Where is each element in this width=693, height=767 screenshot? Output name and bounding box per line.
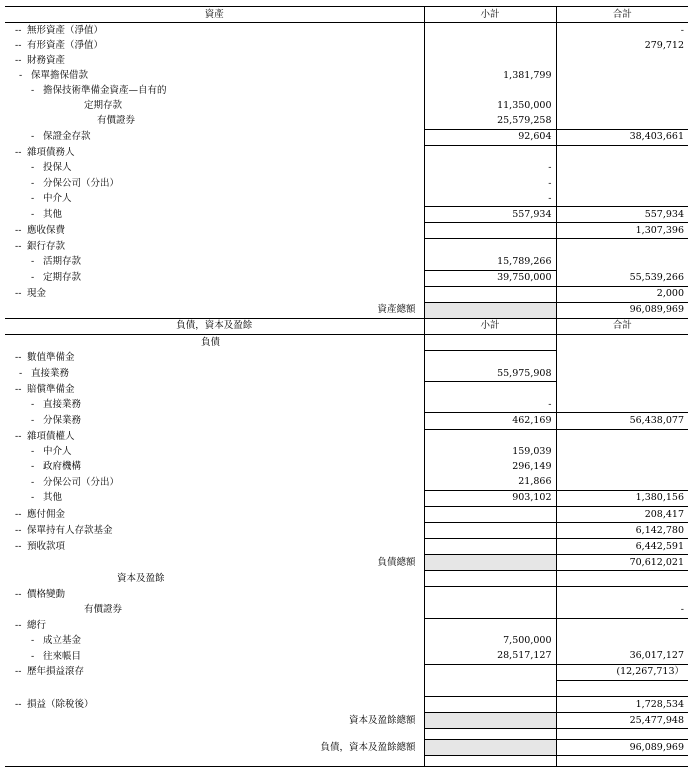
row-subtotal: 462,169 bbox=[424, 413, 556, 429]
row-label: 保證金存款 bbox=[43, 131, 91, 143]
assets-total-row bbox=[5, 302, 688, 318]
row-label-cell bbox=[5, 176, 424, 191]
row-dash: -- bbox=[15, 383, 22, 395]
table-row bbox=[5, 145, 688, 161]
row-total: 36,017,127 bbox=[629, 650, 684, 662]
subtotal-header: 小計 bbox=[424, 318, 556, 334]
row-total: 557,934 bbox=[556, 207, 688, 223]
row-total: 6,142,780 bbox=[556, 523, 688, 539]
row-label: 活期存款 bbox=[43, 256, 82, 268]
row-subtotal bbox=[424, 664, 556, 680]
liabilities-header-row bbox=[5, 318, 688, 334]
row-dash: - bbox=[31, 492, 35, 504]
bottom-subtotal bbox=[424, 756, 556, 767]
bottom-total bbox=[556, 756, 688, 767]
row-label: 分保公司（分出） bbox=[43, 476, 120, 488]
row-subtotal bbox=[424, 697, 556, 713]
row-label: 中介人 bbox=[43, 446, 72, 458]
row-dash: -- bbox=[15, 147, 22, 159]
row-total: 6,442,591 bbox=[556, 539, 688, 555]
total-header: 合計 bbox=[556, 7, 688, 23]
grand-total-row-subtotal bbox=[424, 740, 556, 756]
row-subtotal bbox=[424, 603, 556, 619]
row-total bbox=[556, 351, 688, 367]
row-dash: -- bbox=[15, 540, 22, 552]
row-label: 分保業務 bbox=[43, 414, 82, 426]
liabilities-section-title-subtotal bbox=[424, 334, 556, 350]
row-label-cell bbox=[5, 286, 424, 302]
row-dash: -- bbox=[15, 430, 22, 442]
row-subtotal bbox=[424, 507, 556, 523]
row-total bbox=[556, 99, 688, 114]
liabilities-header-label: 負債，資本及盈餘 bbox=[5, 318, 424, 334]
row-subtotal: 25,579,258 bbox=[424, 114, 556, 130]
row-subtotal: 11,350,000 bbox=[424, 99, 556, 114]
table-row bbox=[5, 539, 688, 555]
row-label: 有價證券 bbox=[97, 115, 136, 127]
table-row bbox=[5, 255, 688, 271]
row-label: 無形資產（淨值） bbox=[27, 24, 104, 36]
row-subtotal bbox=[424, 239, 556, 255]
row-label-cell bbox=[5, 23, 424, 39]
row-label: 雜項債權人 bbox=[27, 430, 75, 442]
row-total bbox=[556, 429, 688, 445]
row-label: 雜項債務人 bbox=[27, 147, 75, 159]
row-label-cell bbox=[5, 413, 424, 429]
row-label-cell bbox=[5, 161, 424, 176]
row-subtotal bbox=[424, 83, 556, 98]
row-total bbox=[556, 618, 688, 634]
row-dash: - bbox=[31, 208, 35, 220]
table-row bbox=[5, 490, 688, 506]
row-subtotal bbox=[424, 223, 556, 239]
capital-total-row-subtotal bbox=[424, 713, 556, 729]
row-label: 其他 bbox=[43, 208, 63, 220]
total-header: 合計 bbox=[556, 318, 688, 334]
row-label: 分保公司（分出） bbox=[43, 177, 120, 189]
row-label: 總行 bbox=[27, 619, 47, 631]
row-subtotal bbox=[424, 587, 556, 603]
row-total: 1,307,396 bbox=[556, 223, 688, 239]
row-label: 預收款項 bbox=[27, 540, 66, 552]
table-row bbox=[5, 53, 688, 68]
row-total bbox=[556, 239, 688, 255]
row-label-cell bbox=[5, 460, 424, 475]
capital-section-title bbox=[5, 571, 688, 587]
liabilities-total-row-subtotal bbox=[424, 555, 556, 571]
row-dash: -- bbox=[15, 588, 22, 600]
row-label: 中介人 bbox=[43, 192, 72, 204]
row-label-cell bbox=[5, 114, 424, 130]
table-row bbox=[5, 99, 688, 114]
row-dash: -- bbox=[15, 54, 22, 66]
table-row bbox=[5, 475, 688, 491]
row-label-cell bbox=[5, 53, 424, 68]
row-label: 銀行存款 bbox=[27, 240, 66, 252]
row-dash: - bbox=[31, 131, 35, 143]
row-label-cell bbox=[5, 523, 424, 539]
row-label: 直接業務 bbox=[43, 399, 82, 411]
assets-total-row-label: 資產總額 bbox=[5, 302, 424, 318]
row-label-cell bbox=[5, 38, 424, 53]
table-row bbox=[5, 664, 688, 680]
balance-sheet bbox=[5, 6, 688, 767]
row-total: 1,728,534 bbox=[556, 697, 688, 713]
row-total bbox=[556, 366, 688, 382]
liabilities-total-row-label: 負債總額 bbox=[5, 555, 424, 571]
row-label: 投保人 bbox=[43, 162, 72, 174]
table-row bbox=[5, 129, 688, 145]
capital-total-row-label: 資本及盈餘總額 bbox=[5, 713, 424, 729]
capital-total-row bbox=[5, 713, 688, 729]
row-label: 財務資產 bbox=[27, 54, 66, 66]
row-label: 直接業務 bbox=[31, 367, 70, 379]
row-subtotal bbox=[424, 618, 556, 634]
row-label-cell bbox=[5, 145, 424, 161]
table-row bbox=[5, 429, 688, 445]
row-subtotal bbox=[424, 38, 556, 53]
row-subtotal: 28,517,127 bbox=[424, 649, 556, 665]
row-total bbox=[556, 114, 688, 130]
row-dash: - bbox=[31, 414, 35, 426]
row-subtotal bbox=[424, 523, 556, 539]
row-total bbox=[556, 68, 688, 83]
row-label-cell bbox=[5, 397, 424, 413]
row-subtotal: 15,789,266 bbox=[424, 255, 556, 271]
row-subtotal: 903,102 bbox=[424, 490, 556, 506]
row-total bbox=[556, 145, 688, 161]
table-row bbox=[5, 523, 688, 539]
table-row bbox=[5, 161, 688, 176]
row-total: 56,438,077 bbox=[556, 413, 688, 429]
bottom-label bbox=[5, 756, 424, 767]
row-dash: -- bbox=[15, 508, 22, 520]
row-dash: - bbox=[31, 461, 35, 473]
row-total: 38,403,661 bbox=[556, 129, 688, 145]
table-row bbox=[5, 382, 688, 398]
spacer-row-label bbox=[5, 729, 424, 740]
row-label-cell bbox=[5, 445, 424, 460]
row-label-cell bbox=[5, 68, 424, 83]
table-row bbox=[5, 649, 688, 665]
row-label-cell bbox=[5, 255, 424, 271]
row-total: 2,000 bbox=[556, 286, 688, 302]
liabilities-total-row bbox=[5, 555, 688, 571]
row-label: 數值準備金 bbox=[27, 352, 75, 364]
table-row bbox=[5, 223, 688, 239]
row-subtotal bbox=[424, 429, 556, 445]
row-subtotal bbox=[424, 539, 556, 555]
row-label-cell bbox=[5, 475, 424, 491]
balance-sheet-table bbox=[5, 6, 688, 767]
row-label-cell bbox=[5, 490, 424, 506]
row-dash: - bbox=[31, 177, 35, 189]
row-total: - bbox=[680, 604, 684, 616]
row-dash: - bbox=[31, 446, 35, 458]
table-body bbox=[5, 7, 688, 767]
row-label-cell bbox=[5, 539, 424, 555]
row-label-cell bbox=[5, 270, 424, 286]
row-label-cell bbox=[5, 191, 424, 207]
table-row bbox=[5, 587, 688, 603]
row-label-cell bbox=[5, 351, 424, 367]
row-subtotal: - bbox=[424, 397, 556, 413]
row-total: 1,380,156 bbox=[556, 490, 688, 506]
assets-total-row-subtotal bbox=[424, 302, 556, 318]
row-subtotal bbox=[424, 286, 556, 302]
row-dash: - bbox=[31, 192, 35, 204]
row-total bbox=[556, 191, 688, 207]
table-row bbox=[5, 68, 688, 83]
row-subtotal: 7,500,000 bbox=[424, 634, 556, 649]
row-label: 歷年損益滾存 bbox=[27, 666, 85, 678]
table-row bbox=[5, 83, 688, 98]
row-total: 279,712 bbox=[644, 39, 684, 51]
row-dash: - bbox=[31, 476, 35, 488]
row-label: 應付佣金 bbox=[27, 508, 66, 520]
row-dash: - bbox=[31, 162, 35, 174]
row-label-cell bbox=[5, 429, 424, 445]
table-row bbox=[5, 634, 688, 649]
row-label: 保單持有人存款基金 bbox=[27, 524, 113, 536]
row-label-cell bbox=[5, 507, 424, 523]
row-subtotal: 296,149 bbox=[424, 460, 556, 475]
row-label-cell bbox=[5, 587, 424, 603]
assets-header-label: 資產 bbox=[5, 7, 424, 23]
spacer-row bbox=[5, 729, 688, 740]
spacer-row-total bbox=[556, 729, 688, 740]
row-dash: -- bbox=[15, 224, 22, 236]
row-subtotal: 55,975,908 bbox=[424, 366, 556, 382]
row-subtotal bbox=[424, 681, 556, 697]
table-row bbox=[5, 681, 688, 697]
row-total: (12,267,713） bbox=[556, 664, 688, 680]
liabilities-section-title-total bbox=[556, 334, 688, 350]
table-row bbox=[5, 38, 688, 53]
row-label-cell bbox=[5, 649, 424, 665]
row-subtotal: 21,866 bbox=[424, 475, 556, 491]
assets-header-row bbox=[5, 7, 688, 23]
row-dash: - bbox=[31, 650, 35, 662]
row-label-cell bbox=[5, 664, 424, 680]
table-row bbox=[5, 114, 688, 130]
row-dash: - bbox=[31, 256, 35, 268]
row-subtotal: 1,381,799 bbox=[424, 68, 556, 83]
row-total bbox=[556, 83, 688, 98]
row-subtotal bbox=[424, 351, 556, 367]
row-total bbox=[556, 161, 688, 176]
row-label-cell bbox=[5, 603, 424, 619]
row-subtotal: 39,750,000 bbox=[424, 270, 556, 286]
capital-section-title-total bbox=[556, 571, 688, 587]
row-dash: - bbox=[31, 85, 35, 97]
table-row bbox=[5, 507, 688, 523]
row-dash: -- bbox=[15, 39, 22, 51]
row-dash: -- bbox=[15, 240, 22, 252]
row-total bbox=[556, 255, 688, 271]
row-label: 應收保費 bbox=[27, 224, 66, 236]
row-subtotal: - bbox=[424, 161, 556, 176]
table-row bbox=[5, 351, 688, 367]
row-label: 其他 bbox=[43, 492, 63, 504]
row-total bbox=[556, 587, 688, 603]
grand-total-row-label: 負債，資本及盈餘總額 bbox=[5, 740, 424, 756]
row-total bbox=[556, 681, 688, 697]
row-total bbox=[556, 445, 688, 460]
table-row bbox=[5, 603, 688, 619]
row-dash: -- bbox=[15, 524, 22, 536]
row-total bbox=[556, 634, 688, 649]
grand-total-row-value: 96,089,969 bbox=[556, 740, 688, 756]
row-label: 有價證券 bbox=[84, 604, 123, 616]
row-dash: - bbox=[31, 272, 35, 284]
row-total bbox=[556, 460, 688, 475]
row-label: 定期存款 bbox=[84, 100, 123, 112]
row-label-cell bbox=[5, 83, 424, 98]
row-total: 208,417 bbox=[556, 507, 688, 523]
row-dash: -- bbox=[15, 666, 22, 678]
capital-section-title-subtotal bbox=[424, 571, 556, 587]
row-label: 價格變動 bbox=[27, 588, 66, 600]
row-label: 保單擔保借款 bbox=[31, 69, 89, 81]
row-label: 有形資產（淨值） bbox=[27, 39, 104, 51]
row-label: 成立基金 bbox=[43, 635, 82, 647]
liabilities-section-title bbox=[5, 334, 688, 350]
row-label: 政府機構 bbox=[43, 461, 82, 473]
row-total bbox=[556, 382, 688, 398]
table-row bbox=[5, 697, 688, 713]
row-label: 現金 bbox=[27, 288, 47, 300]
row-label: 定期存款 bbox=[43, 272, 82, 284]
capital-section-title-label: 資本及盈餘 bbox=[5, 571, 424, 587]
capital-total-row-value: 25,477,948 bbox=[556, 713, 688, 729]
table-row bbox=[5, 207, 688, 223]
row-label-cell bbox=[5, 99, 424, 114]
table-row bbox=[5, 413, 688, 429]
row-label: 往來帳目 bbox=[43, 650, 82, 662]
row-total bbox=[556, 53, 688, 68]
row-subtotal bbox=[424, 53, 556, 68]
row-total bbox=[556, 176, 688, 191]
table-row bbox=[5, 191, 688, 207]
row-label-cell bbox=[5, 207, 424, 223]
table-row bbox=[5, 445, 688, 460]
row-total: 55,539,266 bbox=[629, 271, 684, 283]
row-label-cell bbox=[5, 681, 424, 697]
row-label: 損益（除稅後） bbox=[27, 698, 94, 710]
row-label: 賠償準備金 bbox=[27, 383, 75, 395]
row-subtotal: 159,039 bbox=[424, 445, 556, 460]
row-subtotal bbox=[424, 23, 556, 39]
row-subtotal: 92,604 bbox=[424, 129, 556, 145]
table-row bbox=[5, 23, 688, 39]
row-total bbox=[556, 475, 688, 491]
subtotal-header: 小計 bbox=[424, 7, 556, 23]
table-row bbox=[5, 270, 688, 286]
row-total bbox=[556, 397, 688, 413]
table-row bbox=[5, 176, 688, 191]
row-subtotal bbox=[424, 382, 556, 398]
row-label-cell bbox=[5, 618, 424, 634]
table-row bbox=[5, 460, 688, 475]
row-dash: - bbox=[19, 367, 23, 379]
row-label-cell bbox=[5, 382, 424, 398]
table-row bbox=[5, 286, 688, 302]
row-subtotal: - bbox=[424, 191, 556, 207]
liabilities-section-title-label: 負債 bbox=[5, 334, 424, 350]
row-label: 擔保技術準備金資產—自有的 bbox=[43, 85, 167, 97]
spacer-row-subtotal bbox=[424, 729, 556, 740]
assets-total-row-value: 96,089,969 bbox=[556, 302, 688, 318]
row-total: - bbox=[680, 24, 684, 36]
table-row bbox=[5, 397, 688, 413]
row-subtotal: - bbox=[424, 176, 556, 191]
row-label-cell bbox=[5, 634, 424, 649]
row-dash: -- bbox=[15, 352, 22, 364]
bottom-row bbox=[5, 756, 688, 767]
row-label-cell bbox=[5, 129, 424, 145]
row-dash: -- bbox=[15, 24, 22, 36]
row-dash: - bbox=[31, 635, 35, 647]
row-label-cell bbox=[5, 366, 424, 382]
row-label-cell bbox=[5, 239, 424, 255]
row-subtotal bbox=[424, 145, 556, 161]
grand-total-row bbox=[5, 740, 688, 756]
row-label-cell bbox=[5, 223, 424, 239]
row-dash: -- bbox=[15, 288, 22, 300]
row-subtotal: 557,934 bbox=[424, 207, 556, 223]
table-row bbox=[5, 366, 688, 382]
row-dash: - bbox=[19, 69, 23, 81]
row-label-cell bbox=[5, 697, 424, 713]
row-dash: - bbox=[31, 399, 35, 411]
table-row bbox=[5, 239, 688, 255]
liabilities-total-row-value: 70,612,021 bbox=[556, 555, 688, 571]
row-dash: -- bbox=[15, 619, 22, 631]
table-row bbox=[5, 618, 688, 634]
row-dash: -- bbox=[15, 698, 22, 710]
